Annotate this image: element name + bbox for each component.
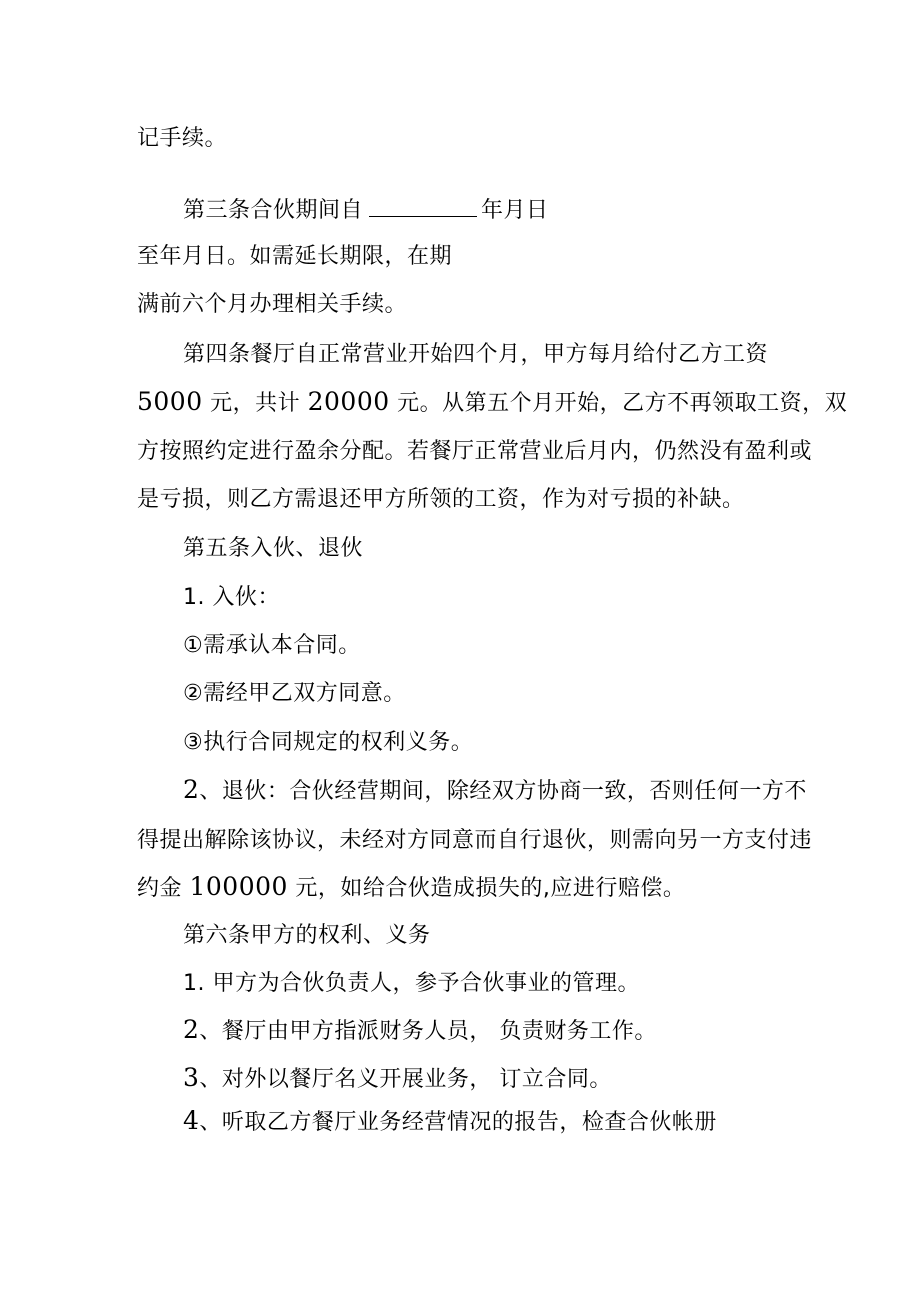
text-line <box>137 389 847 415</box>
list-item <box>183 1065 612 1091</box>
list-item <box>183 777 807 803</box>
text-span: 元。从第五个月开始，乙方不再领取工资，双 <box>389 391 848 416</box>
list-item <box>183 1108 717 1134</box>
text-span: 、退伙：合伙经营期间，除经双方协商一致，否则任何一方不 <box>199 779 807 804</box>
text-line: 至年月日。如需延长期限，在期 <box>137 244 453 269</box>
text-line: 记手续。 <box>137 126 228 151</box>
list-item: 1. 入伙： <box>183 585 280 610</box>
text-line: 得提出解除该协议，未经对方同意而自行退伙，则需向另一方支付违 <box>137 828 813 853</box>
list-item: ②需经甲乙双方同意。 <box>183 681 406 706</box>
list-number: 4 <box>183 1106 200 1135</box>
amount-value: 20000 <box>307 387 390 416</box>
text-line: 方按照约定进行盈余分配。若餐厅正常营业后月内，仍然没有盈利或 <box>137 439 813 464</box>
list-item: ③执行合同规定的权利义务。 <box>183 730 474 755</box>
text-line <box>137 874 685 900</box>
amount-value: 5000 <box>137 387 203 416</box>
article-4-line: 第四条餐厅自正常营业开始四个月，甲方每月给付乙方工资 <box>183 342 769 367</box>
text-span: 元，如给合伙造成损失的,应进行赔偿。 <box>287 876 686 901</box>
text-span: 、对外以餐厅名义开展业务， 订立合同。 <box>199 1067 612 1092</box>
text-line: 是亏损，则乙方需退还甲方所领的工资，作为对亏损的补缺。 <box>137 487 745 512</box>
list-item <box>183 1017 657 1043</box>
list-item: 1. 甲方为合伙负责人，参予合伙事业的管理。 <box>183 971 640 996</box>
text-span: 约金 <box>137 876 190 901</box>
text-span: 年月日 <box>481 198 549 223</box>
text-span: 元，共计 <box>202 391 308 416</box>
text-span: 第三条合伙期间自 <box>183 198 364 223</box>
list-number: 3 <box>183 1063 200 1092</box>
list-item: ①需承认本合同。 <box>183 633 361 658</box>
article-3-heading-line <box>183 198 549 222</box>
list-number: 2 <box>183 1015 200 1044</box>
fill-in-blank <box>369 198 477 217</box>
text-span: 、听取乙方餐厅业务经营情况的报告，检查合伙帐册 <box>199 1110 717 1135</box>
article-5-heading: 第五条入伙、退伙 <box>183 536 364 561</box>
text-line: 满前六个月办理相关手续。 <box>137 292 408 317</box>
list-number: 2 <box>183 775 200 804</box>
text-span: 、餐厅由甲方指派财务人员， 负责财务工作。 <box>199 1019 657 1044</box>
article-6-heading: 第六条甲方的权利、义务 <box>183 923 431 948</box>
amount-value: 100000 <box>189 872 288 901</box>
